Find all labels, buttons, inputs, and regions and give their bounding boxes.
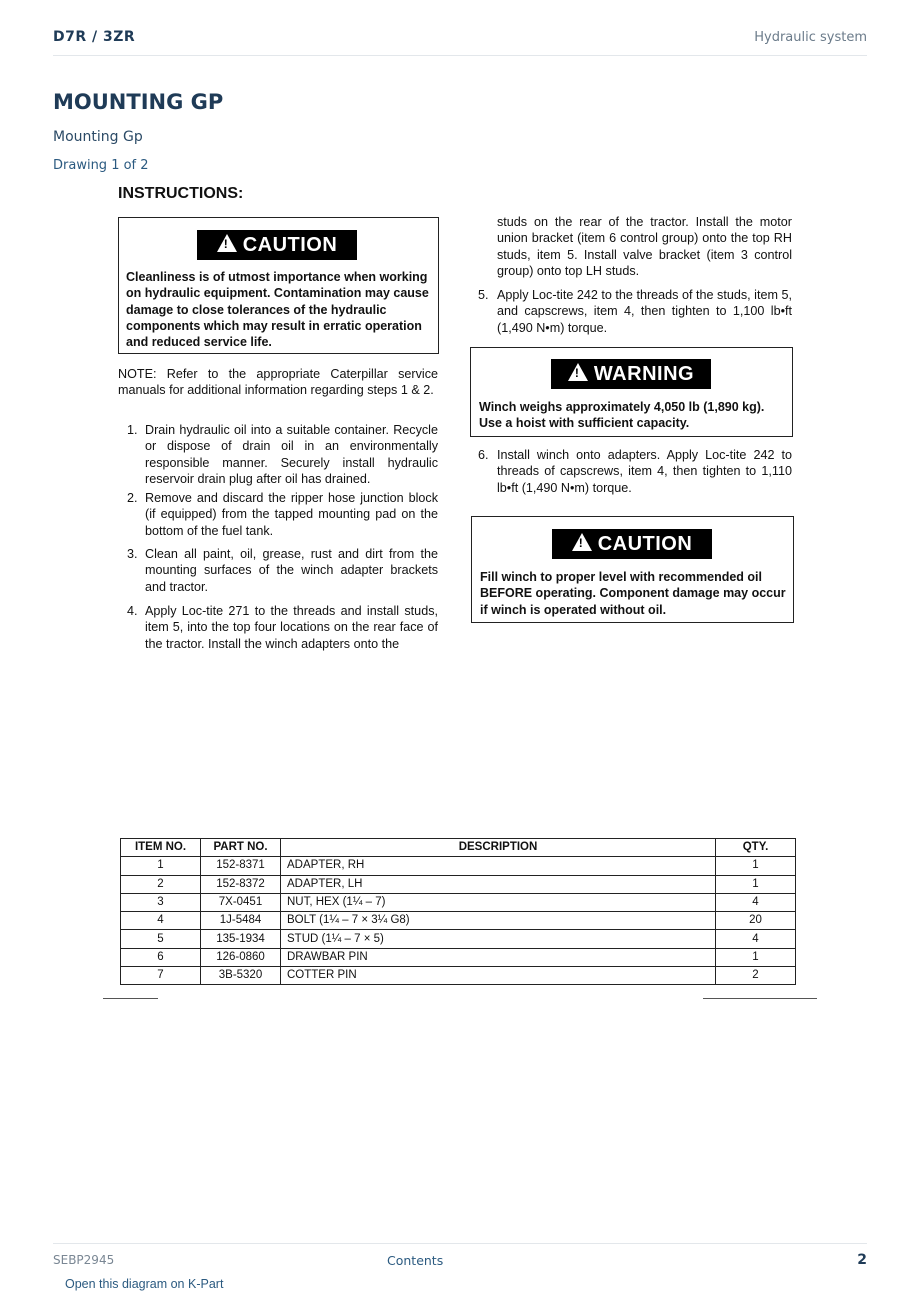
qty-cell: 4 <box>716 893 796 911</box>
step-number: 1. <box>127 423 138 437</box>
qty-cell: 1 <box>716 857 796 875</box>
warning-text: Winch weighs approximately 4,050 lb (1,890 kg). Use a hoist with sufficient capacity. <box>479 400 765 431</box>
page-number: 2 <box>857 1252 867 1268</box>
step-number: 3. <box>127 547 138 561</box>
step-text: Remove and discard the ripper hose junction block (if equipped) from the tapped mounting pad on the bottom of the fuel tank. <box>145 491 438 538</box>
qty-cell: 20 <box>716 912 796 930</box>
part-no-cell: 152-8372 <box>201 875 281 893</box>
item-no-cell: 2 <box>121 875 201 893</box>
table-row <box>121 893 796 911</box>
caution-box <box>118 217 439 354</box>
caution-badge: !CAUTION <box>552 529 712 559</box>
description-cell: COTTER PIN <box>281 967 716 985</box>
step-number: 6. <box>478 448 489 462</box>
part-no-cell: 152-8371 <box>201 857 281 875</box>
step-text-continued: studs on the rear of the tractor. Install the motor union bracket (item 6 control group) onto the top RH studs, item 5. Install valve bracket (item 3 control group) onto top LH studs. <box>497 215 792 278</box>
step-text: Install winch onto adapters. Apply Loc-tite 242 to threads of capscrews, item 4, then tighten to 1,110 lb•ft (1,490 N•m) torque. <box>497 448 792 495</box>
header-model: D7R / 3ZR <box>53 29 136 45</box>
item-no-cell: 7 <box>121 967 201 985</box>
description-cell: DRAWBAR PIN <box>281 948 716 966</box>
header-section: Hydraulic system <box>754 30 867 45</box>
step-text: Drain hydraulic oil into a suitable container. Recycle or dispose of drain oil in an environmentally responsible manner. Securely install hydraulic reservoir drain plug after oil has drained. <box>145 423 438 486</box>
part-no-cell: 7X-0451 <box>201 893 281 911</box>
description-cell: ADAPTER, LH <box>281 875 716 893</box>
document-id: SEBP2945 <box>53 1253 115 1267</box>
contents-link[interactable]: Contents <box>387 1253 444 1268</box>
warning-box <box>470 347 793 437</box>
footer-divider <box>53 1243 867 1244</box>
item-no-cell: 5 <box>121 930 201 948</box>
item-no-cell: 3 <box>121 893 201 911</box>
part-no-cell: 135-1934 <box>201 930 281 948</box>
column-header: PART NO. <box>201 839 281 857</box>
column-header: DESCRIPTION <box>281 839 716 857</box>
description-cell: ADAPTER, RH <box>281 857 716 875</box>
open-diagram-link[interactable]: Open this diagram on K-Part <box>65 1277 224 1291</box>
qty-cell: 1 <box>716 875 796 893</box>
step-number: 4. <box>127 604 138 618</box>
step-number: 5. <box>478 288 489 302</box>
warning-triangle-icon <box>572 533 592 551</box>
step-text: Clean all paint, oil, grease, rust and dirt from the mounting surfaces of the winch adapter brackets and tractor. <box>145 547 438 594</box>
description-cell: STUD (1¼ – 7 × 5) <box>281 930 716 948</box>
page-title: MOUNTING GP <box>53 90 224 114</box>
column-header: QTY. <box>716 839 796 857</box>
qty-cell: 2 <box>716 967 796 985</box>
warning-triangle-icon <box>217 234 237 252</box>
caution-box <box>471 516 794 623</box>
qty-cell: 4 <box>716 930 796 948</box>
warning-triangle-icon <box>568 363 588 381</box>
table-row <box>121 857 796 875</box>
parts-table <box>120 838 796 985</box>
drawing-indicator: Drawing 1 of 2 <box>53 158 149 173</box>
page-subtitle: Mounting Gp <box>53 129 143 145</box>
table-row <box>121 967 796 985</box>
header-divider <box>53 55 867 56</box>
table-row <box>121 930 796 948</box>
table-header-row <box>121 839 796 857</box>
part-no-cell: 3B-5320 <box>201 967 281 985</box>
part-no-cell: 1J-5484 <box>201 912 281 930</box>
description-cell: NUT, HEX (1¼ – 7) <box>281 893 716 911</box>
table-row <box>121 948 796 966</box>
note-text: NOTE: Refer to the appropriate Caterpillar service manuals for additional information regarding steps 1 & 2. <box>118 367 438 398</box>
scan-artifact-line <box>103 998 158 999</box>
caution-text: Fill winch to proper level with recommended oil BEFORE operating. Component damage may occur if winch is operated without oil. <box>480 570 786 617</box>
part-no-cell: 126-0860 <box>201 948 281 966</box>
column-header: ITEM NO. <box>121 839 201 857</box>
description-cell: BOLT (1¼ – 7 × 3¼ G8) <box>281 912 716 930</box>
step-number: 2. <box>127 491 138 505</box>
item-no-cell: 4 <box>121 912 201 930</box>
instructions-heading: INSTRUCTIONS: <box>118 185 244 202</box>
step-text: Apply Loc-tite 242 to the threads of the studs, item 5, and capscrews, item 4, then tighten to 1,100 lb•ft (1,490 N•m) torque. <box>497 288 792 335</box>
caution-badge: !CAUTION <box>197 230 357 260</box>
table-row <box>121 912 796 930</box>
step-text: Apply Loc-tite 271 to the threads and install studs, item 5, into the top four locations on the rear face of the tractor. Install the winch adapters onto the <box>145 604 438 651</box>
qty-cell: 1 <box>716 948 796 966</box>
table-row <box>121 875 796 893</box>
warning-badge: !WARNING <box>551 359 711 389</box>
item-no-cell: 6 <box>121 948 201 966</box>
scan-artifact-line <box>703 998 817 999</box>
item-no-cell: 1 <box>121 857 201 875</box>
caution-text: Cleanliness is of utmost importance when working on hydraulic equipment. Contamination may cause damage to close tolerances of the hydraulic components which may result in erratic operation and reduced service life. <box>126 270 429 350</box>
